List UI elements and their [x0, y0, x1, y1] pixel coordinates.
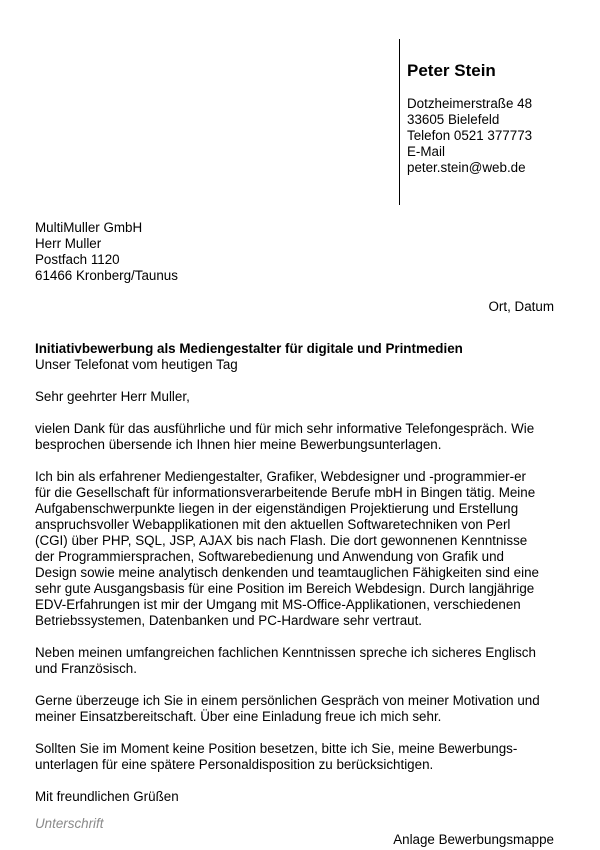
paragraph-line: vielen Dank für das ausführliche und für mich sehr informative Telefongespräch. Wie [35, 421, 535, 436]
paragraph-line: (CGI) über PHP, SQL, JSP, AJAX bis nach Flash. Die dort gewonnenen Kenntnisse [35, 533, 528, 548]
recipient-company: MultiMuller GmbH [35, 220, 143, 235]
paragraph-line: Aufgabenschwerpunkte liegen in der eigenständigen Projektierung und Erstellung [35, 501, 519, 516]
attachment-note: Anlage Bewerbungsmappe [393, 832, 554, 847]
sender-email-label: E-Mail [407, 144, 445, 159]
paragraph-languages [35, 645, 560, 677]
paragraph-thanks [35, 421, 560, 453]
place-date: Ort, Datum [488, 299, 554, 314]
subject-title: Initiativbewerbung als Mediengestalter für digitale und Printmedien [35, 341, 463, 356]
paragraph-line: anspruchsvoller Webapplikationen mit den aktuellen Softwaretechniken von Perl [35, 517, 511, 532]
recipient-city: 61466 Kronberg/Taunus [35, 268, 178, 283]
paragraph-line: sehr gute Ausgangsbasis für eine Position im Bereich Webdesign. Durch langjährige [35, 581, 535, 596]
subject [35, 341, 463, 373]
paragraph-line: für die Gesellschaft für informationsverarbeitende Berufe mbH in Bingen tätig. Meine [35, 485, 536, 500]
paragraph-line: Betriebssystemen, Datenbanken und PC-Hardware sehr vertraut. [35, 613, 423, 628]
signature-placeholder: Unterschrift [35, 816, 104, 831]
paragraph-line: meiner Einsatzbereitschaft. Über eine Einladung freue ich mich sehr. [35, 709, 442, 724]
sender-divider [399, 39, 400, 205]
salutation: Sehr geehrter Herr Muller, [35, 389, 190, 404]
paragraph-line: besprochen übersende ich Ihnen hier meine Bewerbungsunterlagen. [35, 437, 442, 452]
paragraph-line: EDV-Erfahrungen ist mir der Umgang mit MS-Office-Applikationen, verschiedenen [35, 597, 521, 612]
paragraph-interview [35, 693, 560, 725]
paragraph-line: Design sowie meine analytisch denkenden und teamtauglichen Fähigkeiten sind eine [35, 565, 539, 580]
subject-subtitle: Unser Telefonat vom heutigen Tag [35, 357, 238, 372]
closing: Mit freundlichen Grüßen [35, 789, 179, 804]
letter-body [35, 389, 560, 821]
sender-email: peter.stein@web.de [407, 160, 526, 175]
paragraph-line: Ich bin als erfahrener Mediengestalter, Grafiker, Webdesigner und -programmier-er [35, 469, 526, 484]
paragraph-experience [35, 469, 560, 629]
sender-street: Dotzheimerstraße 48 [407, 96, 533, 111]
paragraph-line: Neben meinen umfangreichen fachlichen Kenntnissen spreche ich sicheres Englisch [35, 645, 536, 660]
sender-address [407, 96, 532, 176]
sender-phone: Telefon 0521 377773 [407, 128, 533, 143]
recipient-address [35, 220, 178, 284]
sender-city: 33605 Bielefeld [407, 112, 500, 127]
paragraph-line: unterlagen für eine spätere Personaldisposition zu berücksichtigen. [35, 757, 434, 772]
paragraph-future [35, 741, 560, 773]
paragraph-line: Sollten Sie im Moment keine Position besetzen, bitte ich Sie, meine Bewerbungs- [35, 741, 518, 756]
sender-name: Peter Stein [407, 61, 496, 80]
paragraph-line: und Französisch. [35, 661, 137, 676]
recipient-person: Herr Muller [35, 236, 102, 251]
paragraph-line: Gerne überzeuge ich Sie in einem persönlichen Gespräch von meiner Motivation und [35, 693, 540, 708]
recipient-postbox: Postfach 1120 [35, 252, 120, 267]
paragraph-line: der Programmiersprachen, Softwarebedienung und Anwendung von Grafik und [35, 549, 504, 564]
